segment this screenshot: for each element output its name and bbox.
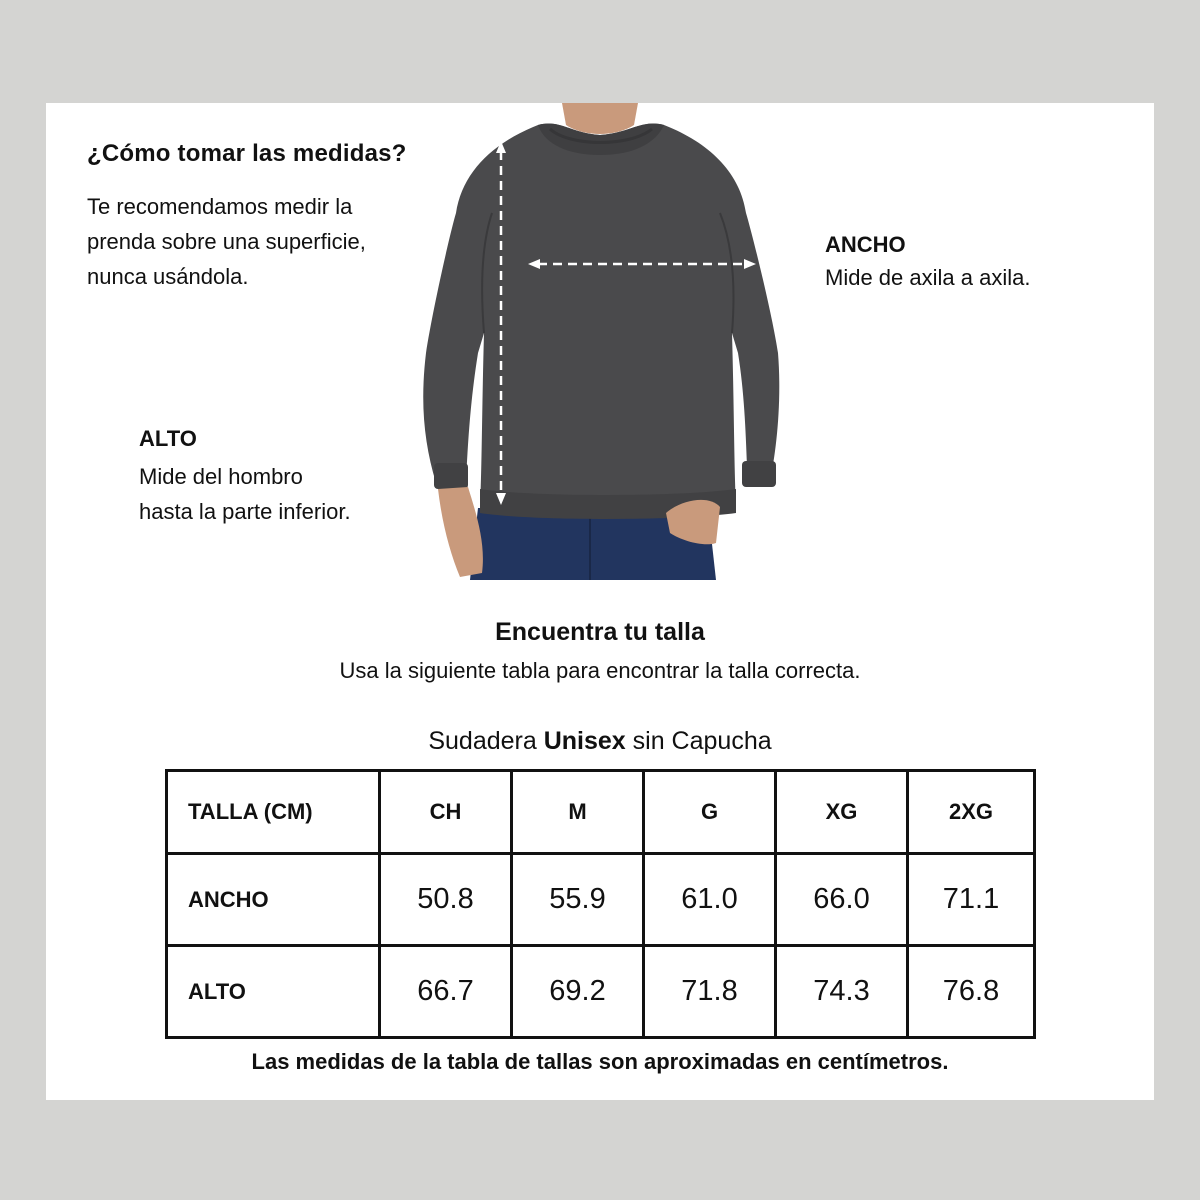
size-table (165, 769, 1036, 1039)
intro-line: prenda sobre una superficie, (87, 229, 366, 254)
header-cell: M (512, 771, 644, 854)
value-cell: 69.2 (512, 946, 644, 1038)
neck (562, 103, 638, 134)
alto-line: Mide del hombro (139, 464, 303, 489)
value-cell: 50.8 (380, 854, 512, 946)
size-guide-card (46, 103, 1154, 1100)
value-cell: 71.1 (908, 854, 1035, 946)
alto-title: ALTO (139, 426, 197, 451)
find-size-subtitle: Usa la siguiente tabla para encontrar la talla correcta. (339, 658, 861, 683)
footnote: Las medidas de la tabla de tallas son aproximadas en centímetros. (251, 1049, 949, 1074)
table-title-pre: Sudadera (428, 727, 544, 755)
value-cell: 74.3 (776, 946, 908, 1038)
value-cell: 66.7 (380, 946, 512, 1038)
header-cell: G (644, 771, 776, 854)
value-cell: 71.8 (644, 946, 776, 1038)
how-to-measure-text (87, 189, 427, 294)
ancho-text: Mide de axila a axila. (825, 265, 1031, 290)
header-cell: TALLA (CM) (167, 771, 380, 854)
row-label: ALTO (167, 946, 380, 1038)
how-to-measure-title: ¿Cómo tomar las medidas? (87, 140, 407, 167)
find-size-title: Encuentra tu talla (495, 618, 705, 646)
table-row (167, 854, 1035, 946)
header-cell: 2XG (908, 771, 1035, 854)
table-row (167, 946, 1035, 1038)
table-title (46, 727, 1154, 756)
table-title-post: sin Capucha (625, 727, 772, 755)
value-cell: 76.8 (908, 946, 1035, 1038)
row-label: ANCHO (167, 854, 380, 946)
intro-line: nunca usándola. (87, 264, 249, 289)
value-cell: 61.0 (644, 854, 776, 946)
header-cell: XG (776, 771, 908, 854)
value-cell: 55.9 (512, 854, 644, 946)
left-cuff (434, 463, 468, 489)
right-cuff (742, 461, 776, 487)
intro-line: Te recomendamos medir la (87, 194, 353, 219)
value-cell: 66.0 (776, 854, 908, 946)
table-title-bold: Unisex (543, 727, 626, 755)
table-header-row (167, 771, 1035, 854)
ancho-title: ANCHO (825, 232, 906, 257)
alto-line: hasta la parte inferior. (139, 499, 351, 524)
sweater-body (423, 124, 779, 513)
sweater-model-photo (420, 103, 782, 580)
left-hand (438, 487, 483, 577)
alto-text (139, 459, 439, 529)
header-cell: CH (380, 771, 512, 854)
